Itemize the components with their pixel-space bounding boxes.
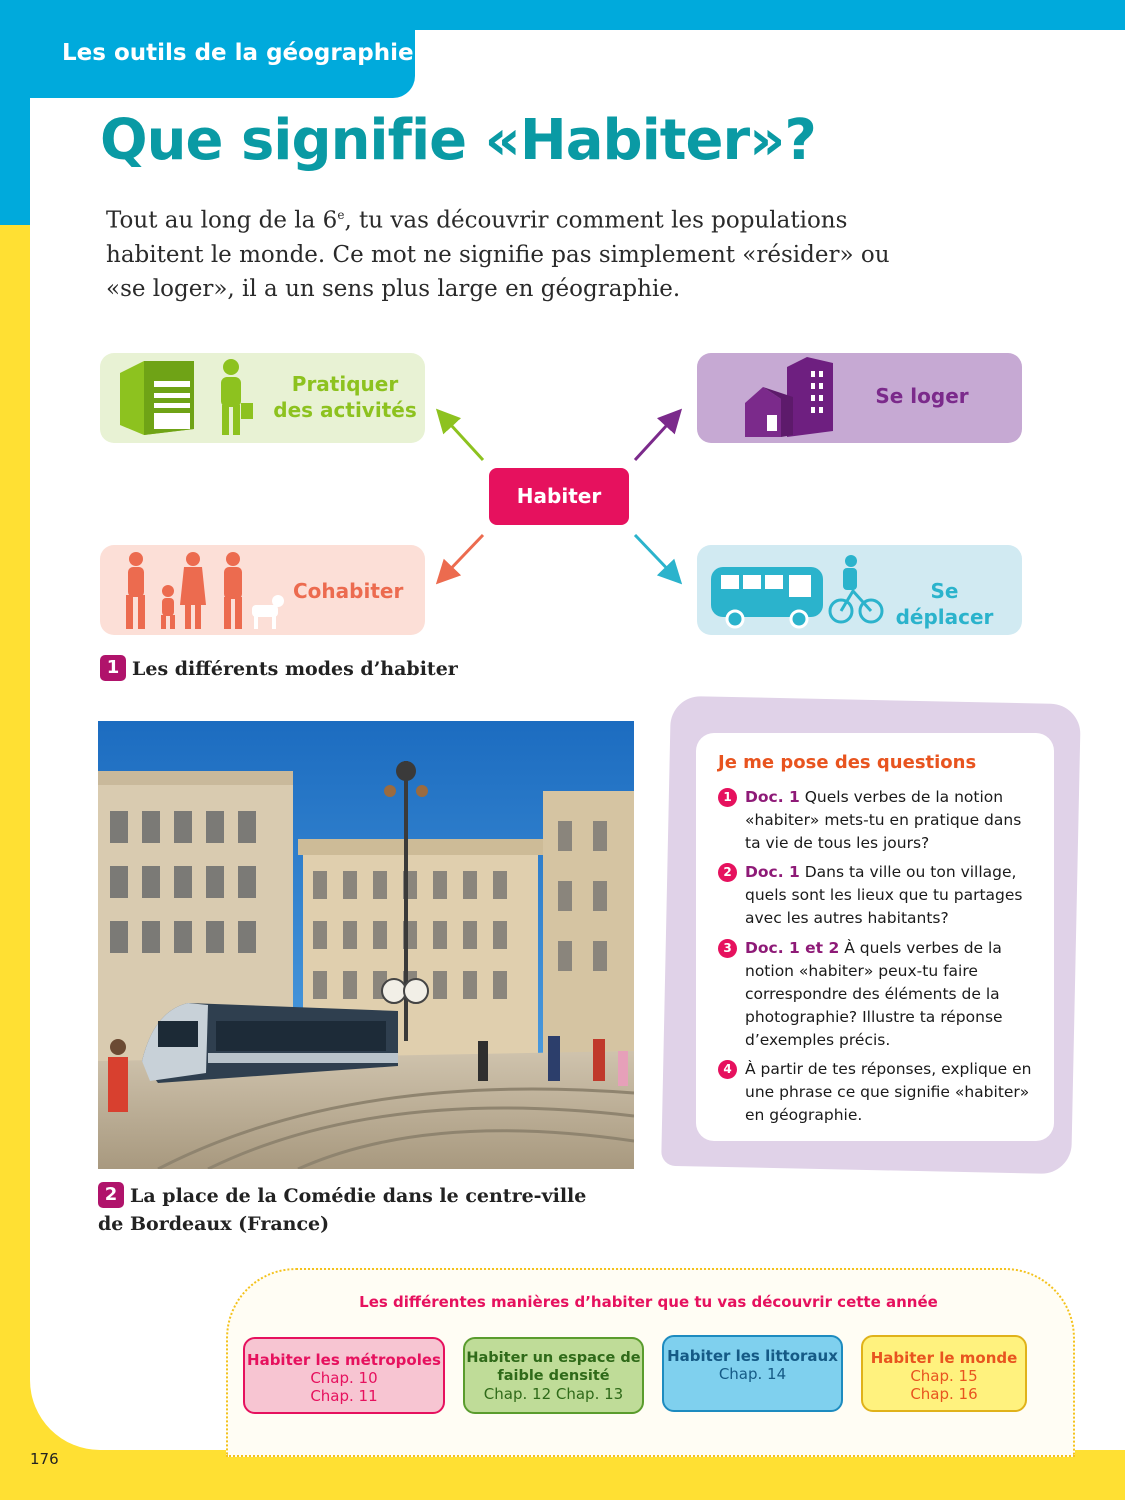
doc1-number: 1: [100, 655, 126, 681]
hub-habiter: Habiter: [489, 468, 629, 525]
way-world-label: Habiter le monde: [870, 1349, 1018, 1367]
doc2-number: 2: [98, 1182, 124, 1208]
way-metropoles-chap2: Chap. 11: [310, 1387, 378, 1405]
way-world: [861, 1335, 1027, 1412]
doc2-caption: [98, 1182, 618, 1238]
bordeaux-photo: [98, 721, 634, 1169]
way-world-chap1: Chap. 15: [910, 1367, 978, 1385]
diagram-arrows: [0, 0, 1125, 700]
question-2: [718, 861, 1038, 930]
question-3-text: À quels verbes de la notion «habiter» peux-tu faire correspondre des éléments de la photographie? Illustre ta réponse d’exemples précis.: [745, 939, 1003, 1049]
way-metropoles-label: Habiter les métropoles: [247, 1351, 441, 1369]
question-2-number: 2: [718, 863, 737, 882]
way-low-density-chaps: Chap. 12 Chap. 13: [483, 1385, 624, 1403]
page-number: 176: [30, 1450, 59, 1468]
arrow-to-cohabit: [440, 535, 483, 580]
node-activities-line2: des activités: [273, 398, 417, 422]
question-1-number: 1: [718, 788, 737, 807]
doc1-caption-text: Les différents modes d’habiter: [132, 658, 458, 680]
question-1: [718, 786, 1038, 855]
intro-part2: , tu vas découvrir comment les populations habitent le monde. Ce mot ne signifie pas simplement «résider» ou «se loger», il a un sens plus large en géographie.: [106, 207, 890, 302]
way-world-chap2: Chap. 16: [910, 1385, 978, 1403]
question-3-doc: Doc. 1 et 2: [745, 939, 840, 957]
arrow-to-moving: [635, 535, 678, 580]
arrow-to-activities: [440, 413, 483, 460]
way-low-density: [463, 1337, 644, 1414]
page-title: Que signifie «Habiter»?: [100, 108, 816, 173]
node-activities-line1: Pratiquer: [291, 372, 399, 396]
question-4: [718, 1058, 1038, 1127]
way-coasts: [662, 1335, 843, 1412]
node-cohabit-label: Cohabiter: [293, 579, 404, 603]
doc1-caption: [100, 655, 458, 683]
section-label: Les outils de la géographie: [62, 40, 414, 66]
question-1-doc: Doc. 1: [745, 788, 800, 806]
question-4-number: 4: [718, 1060, 737, 1079]
way-metropoles: [243, 1337, 445, 1414]
way-metropoles-chap1: Chap. 10: [310, 1369, 378, 1387]
node-housing-label: Se loger: [875, 384, 969, 408]
intro-part1: Tout au long de la 6: [106, 207, 338, 234]
doc2-caption-text: La place de la Comédie dans le centre-ville de Bordeaux (France): [98, 1185, 587, 1235]
way-low-density-label: Habiter un espace de faible densité: [466, 1350, 641, 1384]
arrow-to-housing: [635, 413, 678, 460]
intro-sup: e: [337, 208, 345, 222]
question-1-text: Quels verbes de la notion «habiter» mets-tu en pratique dans ta vie de tous les jours?: [745, 788, 1022, 852]
question-2-text: Dans ta ville ou ton village, quels sont les lieux que tu partages avec les autres habitants?: [745, 863, 1023, 927]
way-coasts-chap: Chap. 14: [718, 1365, 787, 1383]
ways-title: Les différentes manières d’habiter que tu vas découvrir cette année: [359, 1293, 938, 1311]
question-4-text: À partir de tes réponses, explique en une phrase ce que signifie «habiter» en géographie.: [745, 1060, 1032, 1124]
questions-title: Je me pose des questions: [718, 752, 977, 773]
question-3: [718, 937, 1038, 1052]
question-3-number: 3: [718, 939, 737, 958]
question-2-doc: Doc. 1: [745, 863, 800, 881]
way-coasts-label: Habiter les littoraux: [667, 1347, 838, 1365]
node-moving-label: Se déplacer: [895, 579, 994, 629]
